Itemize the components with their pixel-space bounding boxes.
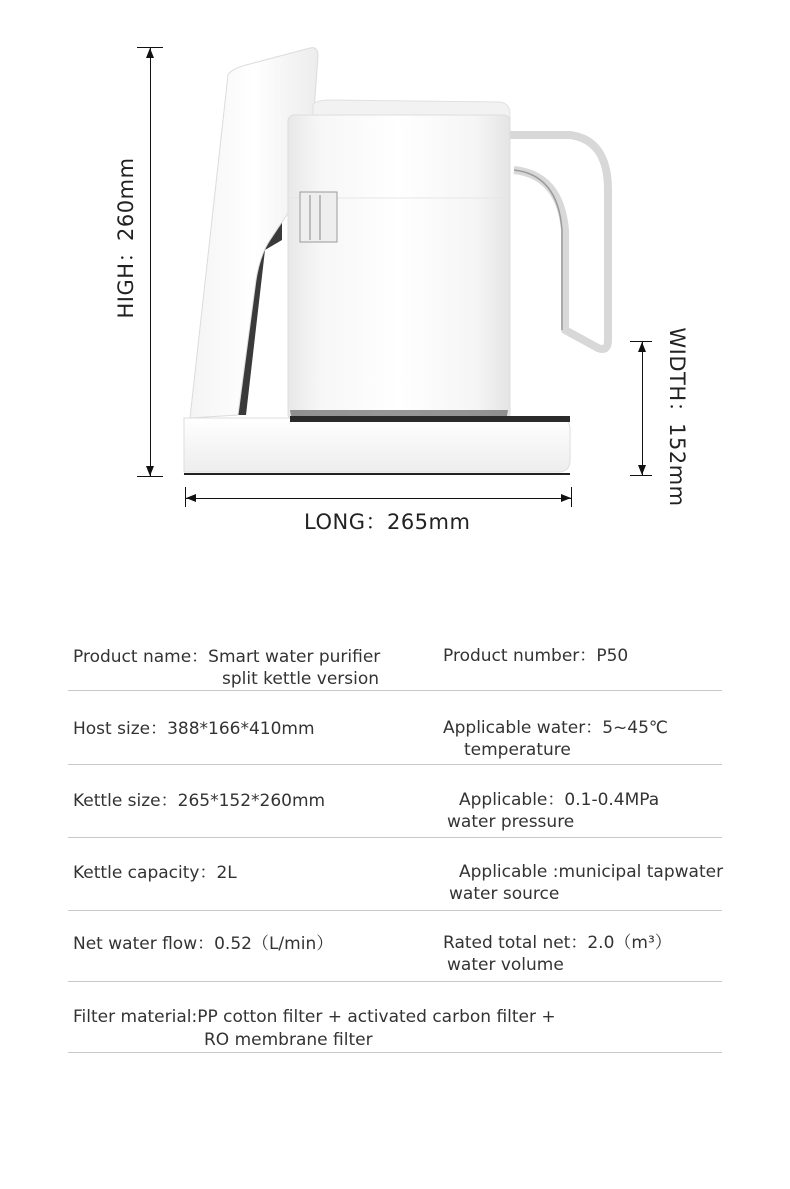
spec-product-number (443, 645, 628, 668)
spec-label: Net water flow： (73, 934, 215, 954)
arrow-right-icon (561, 494, 571, 502)
row-divider (68, 981, 722, 982)
spec-rated-volume (443, 932, 672, 955)
spec-label: Applicable water： (443, 718, 603, 738)
spec-value-line2: water volume (447, 955, 564, 975)
spec-value: 265*152*260mm (177, 791, 326, 811)
spec-kettle-size (73, 790, 325, 813)
spec-net-water-flow (73, 933, 333, 956)
spec-label: Product number： (443, 646, 597, 666)
length-label: LONG：265mm (304, 510, 471, 534)
height-bottom-tick (137, 476, 163, 477)
spec-value: Smart water purifier (208, 647, 381, 667)
row-divider (68, 837, 722, 838)
spec-label: Filter material: (73, 1007, 198, 1027)
spec-water-pressure (459, 789, 659, 812)
spec-value-line2: split kettle version (222, 669, 380, 689)
length-right-tick (571, 487, 572, 507)
length-line (186, 498, 571, 499)
spec-kettle-capacity (73, 862, 237, 885)
spec-label: Host size： (73, 719, 168, 739)
spec-water-source (459, 861, 723, 884)
spec-value: 0.52（L/min） (214, 934, 334, 954)
spec-label: Applicable： (459, 790, 565, 810)
spec-product-name (73, 646, 380, 669)
water-purifier-kettle-illustration (170, 40, 620, 490)
spec-value-line2: water pressure (447, 812, 575, 832)
spec-host-size (73, 718, 315, 741)
spec-value: municipal tapwater (558, 862, 724, 882)
spec-value: 5~45℃ (602, 718, 669, 738)
spec-value-line2: RO membrane filter (204, 1030, 373, 1050)
spec-water-temperature (443, 717, 668, 740)
height-line (150, 48, 151, 476)
spec-label: Applicable : (459, 862, 559, 882)
row-divider (68, 1052, 722, 1053)
row-divider (68, 764, 722, 765)
spec-value: 2.0（m³） (587, 933, 672, 953)
spec-value: PP cotton filter + activated carbon filter + (197, 1007, 556, 1027)
spec-value: P50 (596, 646, 629, 666)
height-label: HIGH：260mm (114, 157, 138, 319)
spec-value-line2: water source (449, 884, 560, 904)
width-bottom-tick (630, 475, 652, 476)
spec-label: Kettle size： (73, 791, 178, 811)
width-line (642, 342, 643, 475)
row-divider (68, 690, 722, 691)
spec-label: Rated total net： (443, 933, 588, 953)
spec-label: Product name： (73, 647, 209, 667)
spec-value: 2L (216, 863, 237, 883)
arrow-down-icon (638, 465, 646, 475)
arrow-down-icon (146, 466, 154, 476)
row-divider (68, 910, 722, 911)
spec-filter-material (73, 1006, 556, 1029)
spec-label: Kettle capacity： (73, 863, 217, 883)
spec-value: 0.1-0.4MPa (564, 790, 660, 810)
width-label: WIDTH：152mm (665, 327, 689, 507)
spec-value: 388*166*410mm (167, 719, 315, 739)
spec-value-line2: temperature (464, 740, 571, 760)
